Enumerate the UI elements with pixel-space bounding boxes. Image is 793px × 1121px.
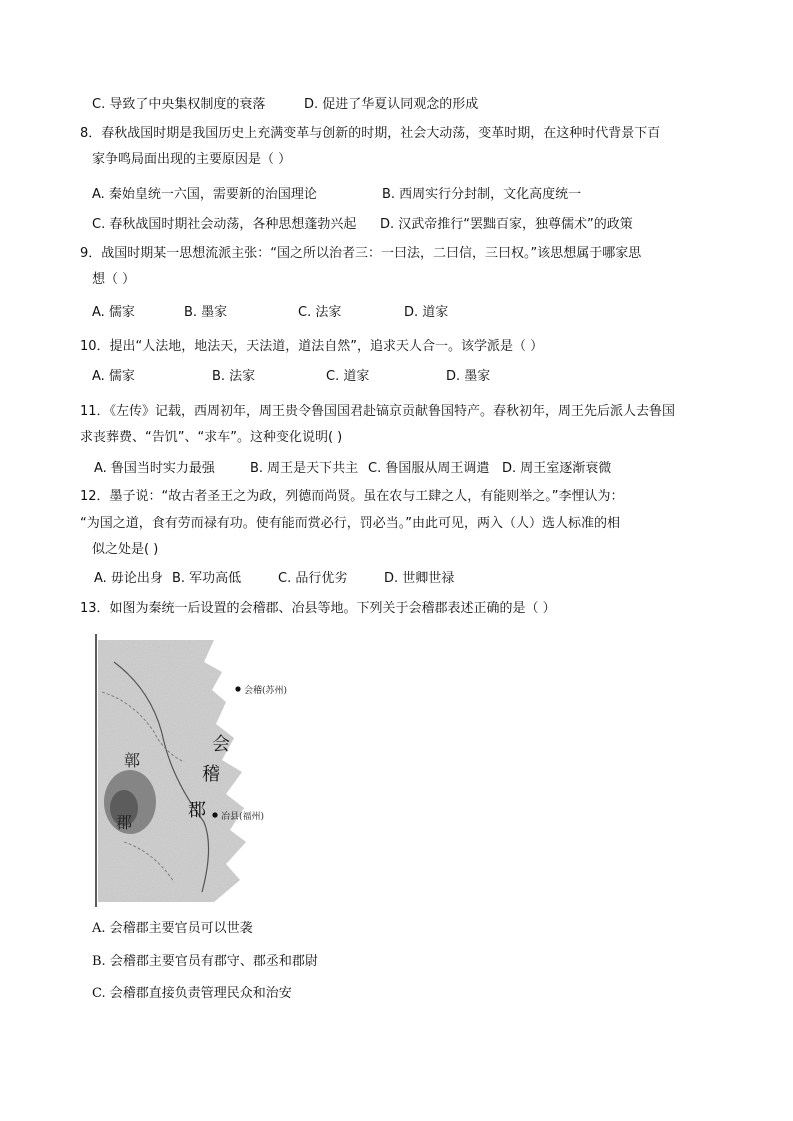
yexian-city-marker xyxy=(212,812,217,817)
q11-option-b: B. 周王是天下共主 xyxy=(250,461,359,476)
map-label-jun: 郡 xyxy=(188,800,206,821)
q8-stem-line-1: 8．春秋战国时期是我国历史上充满变革与创新的时期，社会大动荡，变革时期，在这种时代背景下百 xyxy=(80,126,661,141)
q10-stem-line-1: 10．提出“人法地，地法天，天法道，道法自然”，追求天人合一。该学派是（ ） xyxy=(80,339,544,354)
kuaiji-city-marker xyxy=(235,686,240,691)
q12-option-a: A. 毋论出身 xyxy=(94,571,163,586)
q12-option-c: C. 品行优劣 xyxy=(278,571,348,586)
q9-option-b: B. 墨家 xyxy=(184,305,228,320)
q8-option-b: B. 西周实行分封制，文化高度统一 xyxy=(382,187,582,202)
q9-option-c: C. 法家 xyxy=(298,305,342,320)
q12-stem-line-3: 似之处是( ) xyxy=(92,542,159,557)
q9-stem-line-1: 9．战国时期某一思想流派主张：“国之所以治者三：一曰法，二曰信，三曰权。”该思想属于哪家思 xyxy=(80,246,642,261)
q9-option-d: D. 道家 xyxy=(404,305,449,320)
q10-option-a: A. 儒家 xyxy=(92,369,135,384)
q10-option-b: B. 法家 xyxy=(212,369,256,384)
q13-stem-line-1: 13．如图为秦统一后设置的会稽郡、冶县等地。下列关于会稽郡表述正确的是（ ） xyxy=(80,601,556,616)
q7-option-d: D. 促进了华夏认同观念的形成 xyxy=(304,97,479,112)
map-label-zhang-jun: 郡 xyxy=(116,813,133,832)
yexian-city-label: 冶县(福州) xyxy=(221,812,265,822)
q12-stem-line-2: “为国之道，食有劳而禄有功。使有能而赏必行，罚必当。”由此可见，两入（人）选人标准的相 xyxy=(80,516,620,531)
map-label-zhang: 鄣 xyxy=(124,751,141,770)
kuaiji-city-label: 会稽(苏州) xyxy=(244,686,288,696)
q13-option-a: A. 会稽郡主要官员可以世袭 xyxy=(92,921,253,936)
q8-option-c: C. 春秋战国时期社会动荡，各种思想蓬勃兴起 xyxy=(92,217,357,232)
q8-stem-line-2: 家争鸣局面出现的主要原因是（ ） xyxy=(92,152,292,167)
q13-option-b: B. 会稽郡主要官员有郡守、郡丞和郡尉 xyxy=(92,954,318,969)
q8-option-a: A. 秦始皇统一六国，需要新的治国理论 xyxy=(92,187,317,202)
q11-stem-line-2: 求丧葬费、“告饥”、“求车”。这种变化说明( ) xyxy=(80,430,343,445)
q9-option-a: A. 儒家 xyxy=(92,305,135,320)
q11-option-c: C. 鲁国服从周王调遣 xyxy=(368,461,490,476)
q11-stem-line-1: 11．《左传》记载，西周初年，周王贵令鲁国国君赴镐京贡献鲁国特产。春秋初年，周王先后派人去鲁国 xyxy=(80,404,676,419)
q11-option-a: A. 鲁国当时实力最强 xyxy=(94,461,215,476)
q7-option-c: C. 导致了中央集权制度的衰落 xyxy=(92,97,266,112)
q12-option-d: D. 世卿世禄 xyxy=(384,571,455,586)
map-label-kuai: 会 xyxy=(212,734,230,755)
q12-option-b: B. 军功高低 xyxy=(172,571,242,586)
q9-stem-line-2: 想（ ） xyxy=(92,272,136,287)
q10-option-d: D. 墨家 xyxy=(446,369,491,384)
q11-option-d: D. 周王室逐渐衰微 xyxy=(502,461,612,476)
qin-kuaiji-map xyxy=(94,632,294,907)
map-label-ji: 稽 xyxy=(202,764,220,785)
q13-option-c: C. 会稽郡直接负责管理民众和治安 xyxy=(92,986,292,1001)
q12-stem-line-1: 12．墨子说：“故古者圣王之为政，列德而尚贤。虽在农与工肆之人，有能则举之。”李悝认为： xyxy=(80,489,624,504)
q8-option-d: D. 汉武帝推行“罢黜百家，独尊儒术”的政策 xyxy=(380,217,633,232)
q10-option-c: C. 道家 xyxy=(326,369,370,384)
